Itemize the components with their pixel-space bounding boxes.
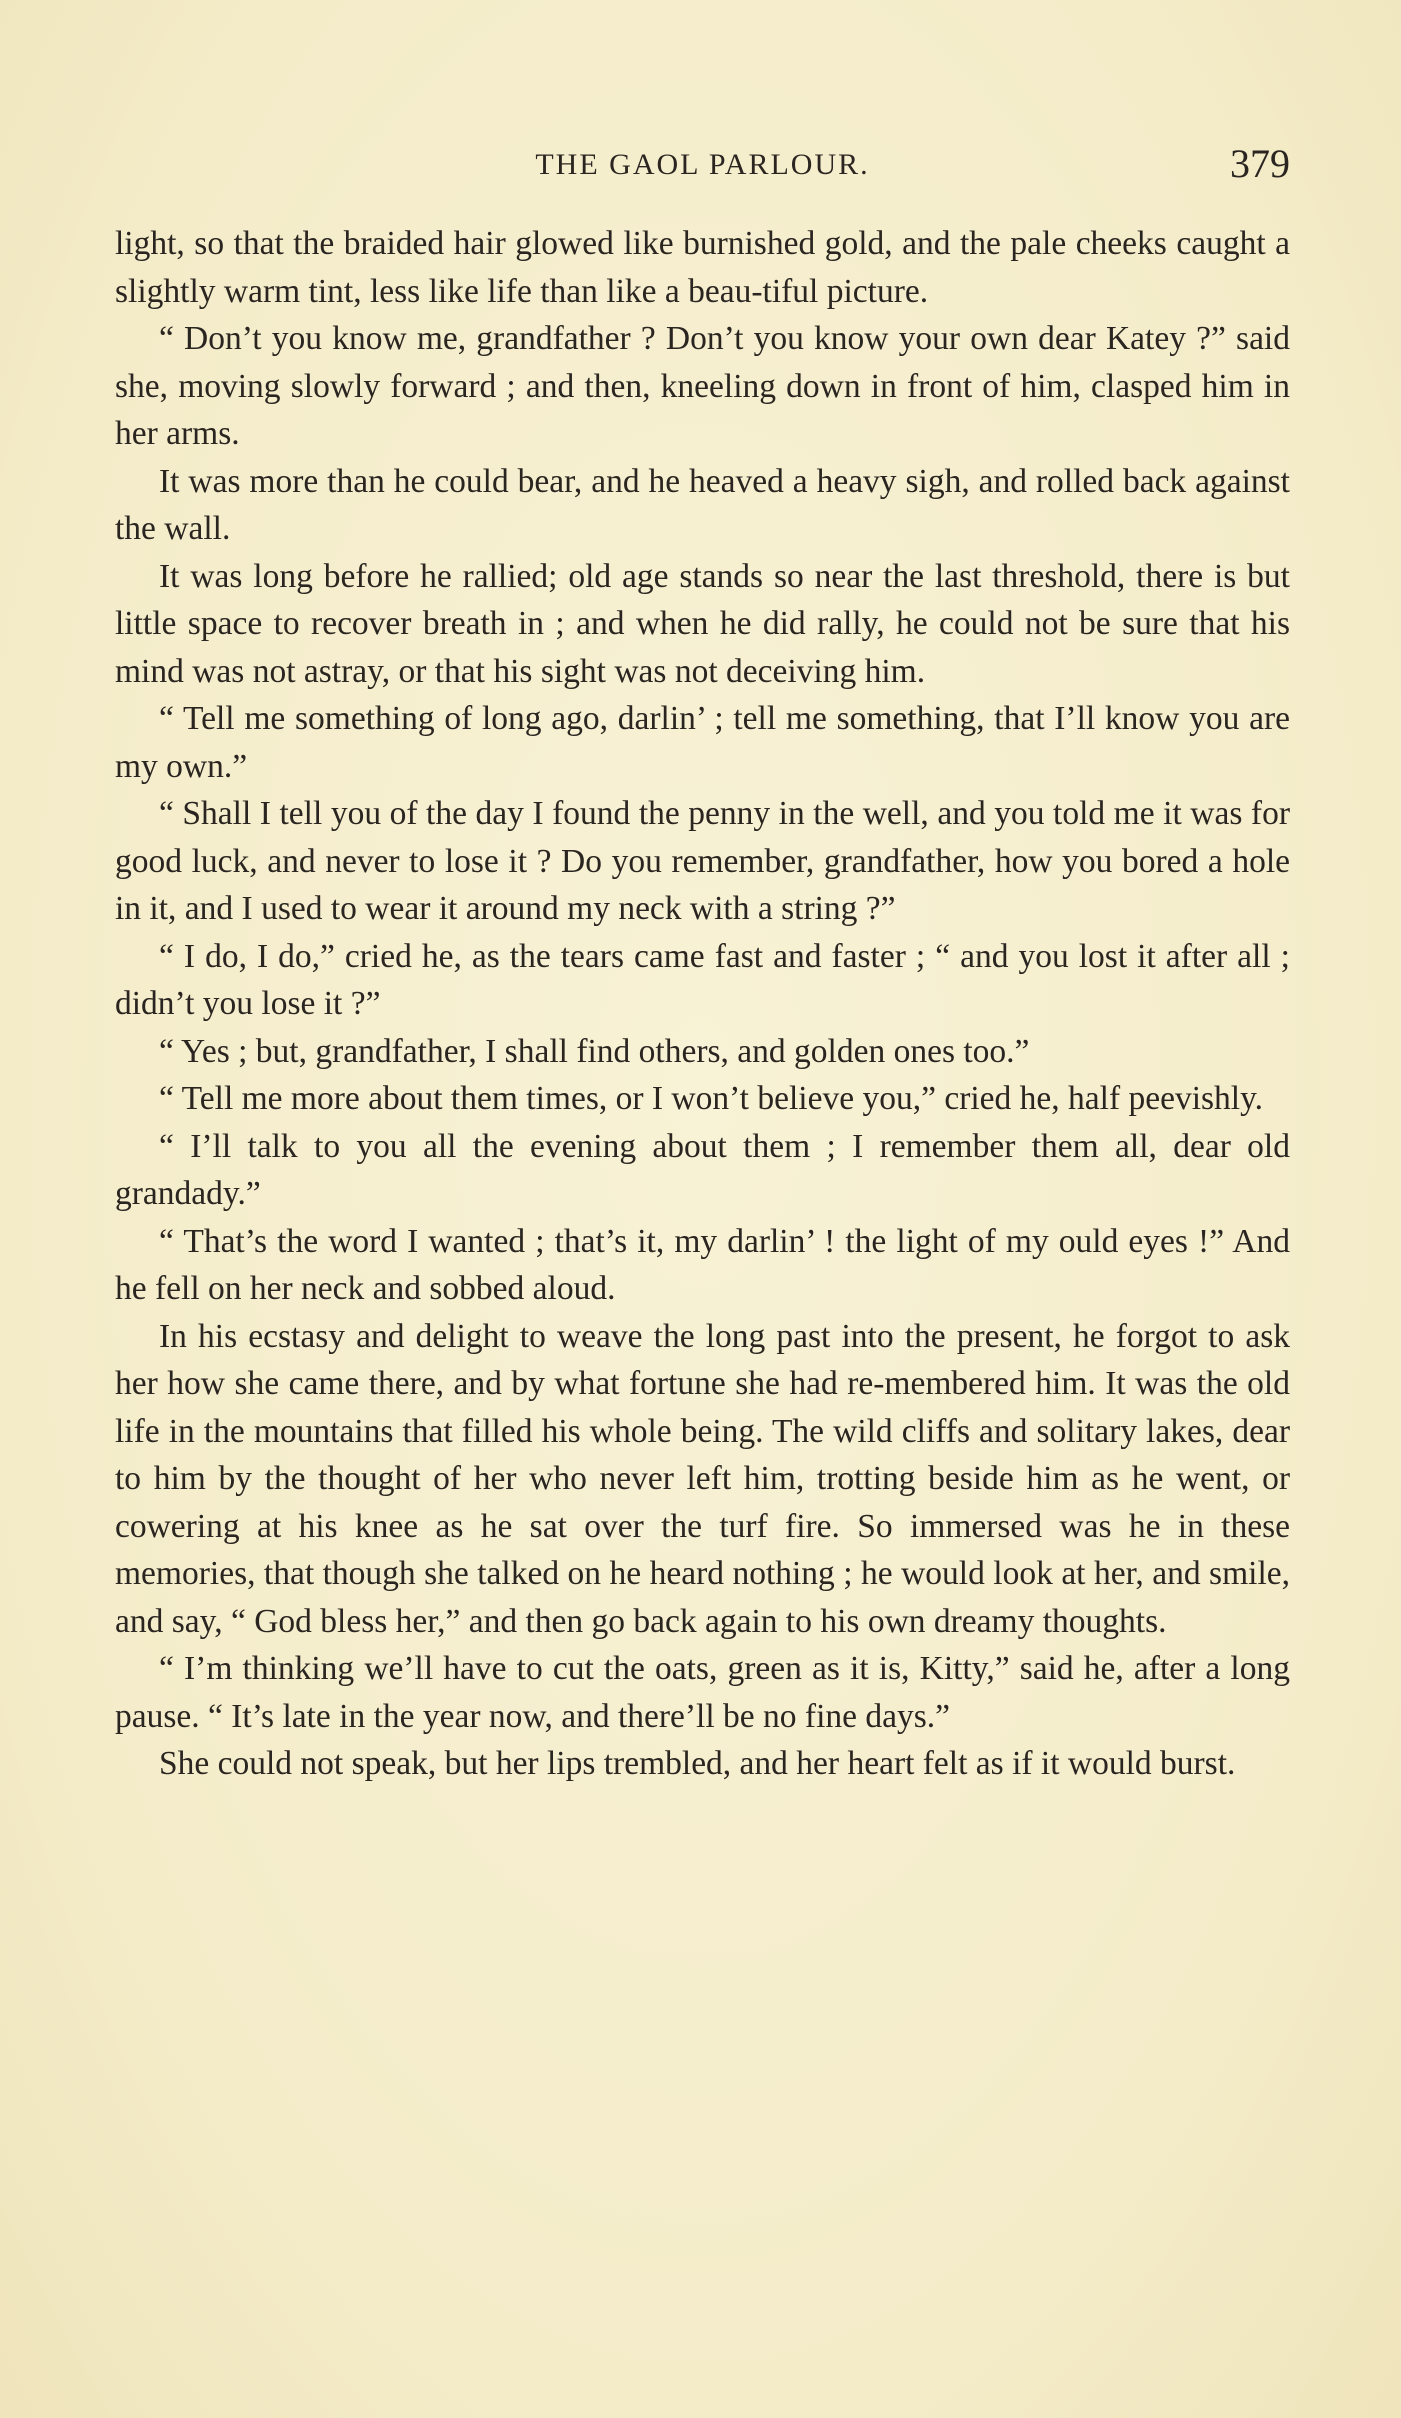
paragraph: “ Tell me more about them times, or I won’t believe you,” cried he, half peevishly. [159, 1080, 1264, 1117]
paragraph: In his ecstasy and delight to weave the long past into the present, he forgot to ask her how she came there, and by what fortune she had re-membered him. It was the old life in the mountains that filled his whole being. The wild cliffs and solitary lakes, dear to him by the thought of her who never left him, trotting beside him as he went, or cowering at his knee as he sat over the turf fire. So immersed was he in these memories, that though she talked on he heard nothing ; he would look at her, and smile, and say, “ God bless her,” and then go back again to his own dreamy thoughts. [115, 1317, 1290, 1640]
paragraph: “ Tell me something of long ago, darlin’ ; tell me something, that I’ll know you are my own.” [115, 700, 1290, 785]
paragraph: light, so that the braided hair glowed like burnished gold, and the pale cheeks caught a slightly warm tint, less like life than like a beau-tiful picture. [115, 225, 1290, 310]
page-header [115, 140, 1290, 190]
paragraph: She could not speak, but her lips trembled, and her heart felt as if it would burst. [159, 1745, 1236, 1782]
paragraph: “ I’m thinking we’ll have to cut the oats, green as it is, Kitty,” said he, after a long pause. “ It’s late in the year now, and there’ll be no fine days.” [115, 1650, 1290, 1735]
paragraph: “ That’s the word I wanted ; that’s it, my darlin’ ! the light of my ould eyes !” And he fell on her neck and sobbed aloud. [115, 1222, 1290, 1307]
running-title: THE GAOL PARLOUR. [535, 148, 870, 181]
page-number: 379 [1230, 141, 1290, 186]
paragraph: “ Yes ; but, grandfather, I shall find others, and golden ones too.” [159, 1032, 1030, 1070]
paragraph: “ I’ll talk to you all the evening about them ; I remember them all, dear old grandady.” [115, 1127, 1290, 1212]
paragraph: It was more than he could bear, and he heaved a heavy sigh, and rolled back against the wall. [115, 462, 1290, 547]
paragraph: “ I do, I do,” cried he, as the tears came fast and faster ; “ and you lost it after all ; didn’t you lose it ?” [115, 937, 1290, 1022]
paragraph: It was long before he rallied; old age stands so near the last threshold, there is but little space to recover breath in ; and when he did rally, he could not be sure that his mind was not astray, or that his sight was not deceiving him. [115, 557, 1290, 690]
paragraph: “ Don’t you know me, grandfather ? Don’t you know your own dear Katey ?” said she, moving slowly forward ; and then, kneeling down in front of him, clasped him in her arms. [115, 320, 1290, 452]
paragraph: “ Shall I tell you of the day I found the penny in the well, and you told me it was for good luck, and never to lose it ? Do you remember, grandfather, how you bored a hole in it, and I used to wear it around my neck with a string ?” [115, 795, 1290, 927]
body-text [115, 220, 1290, 1788]
